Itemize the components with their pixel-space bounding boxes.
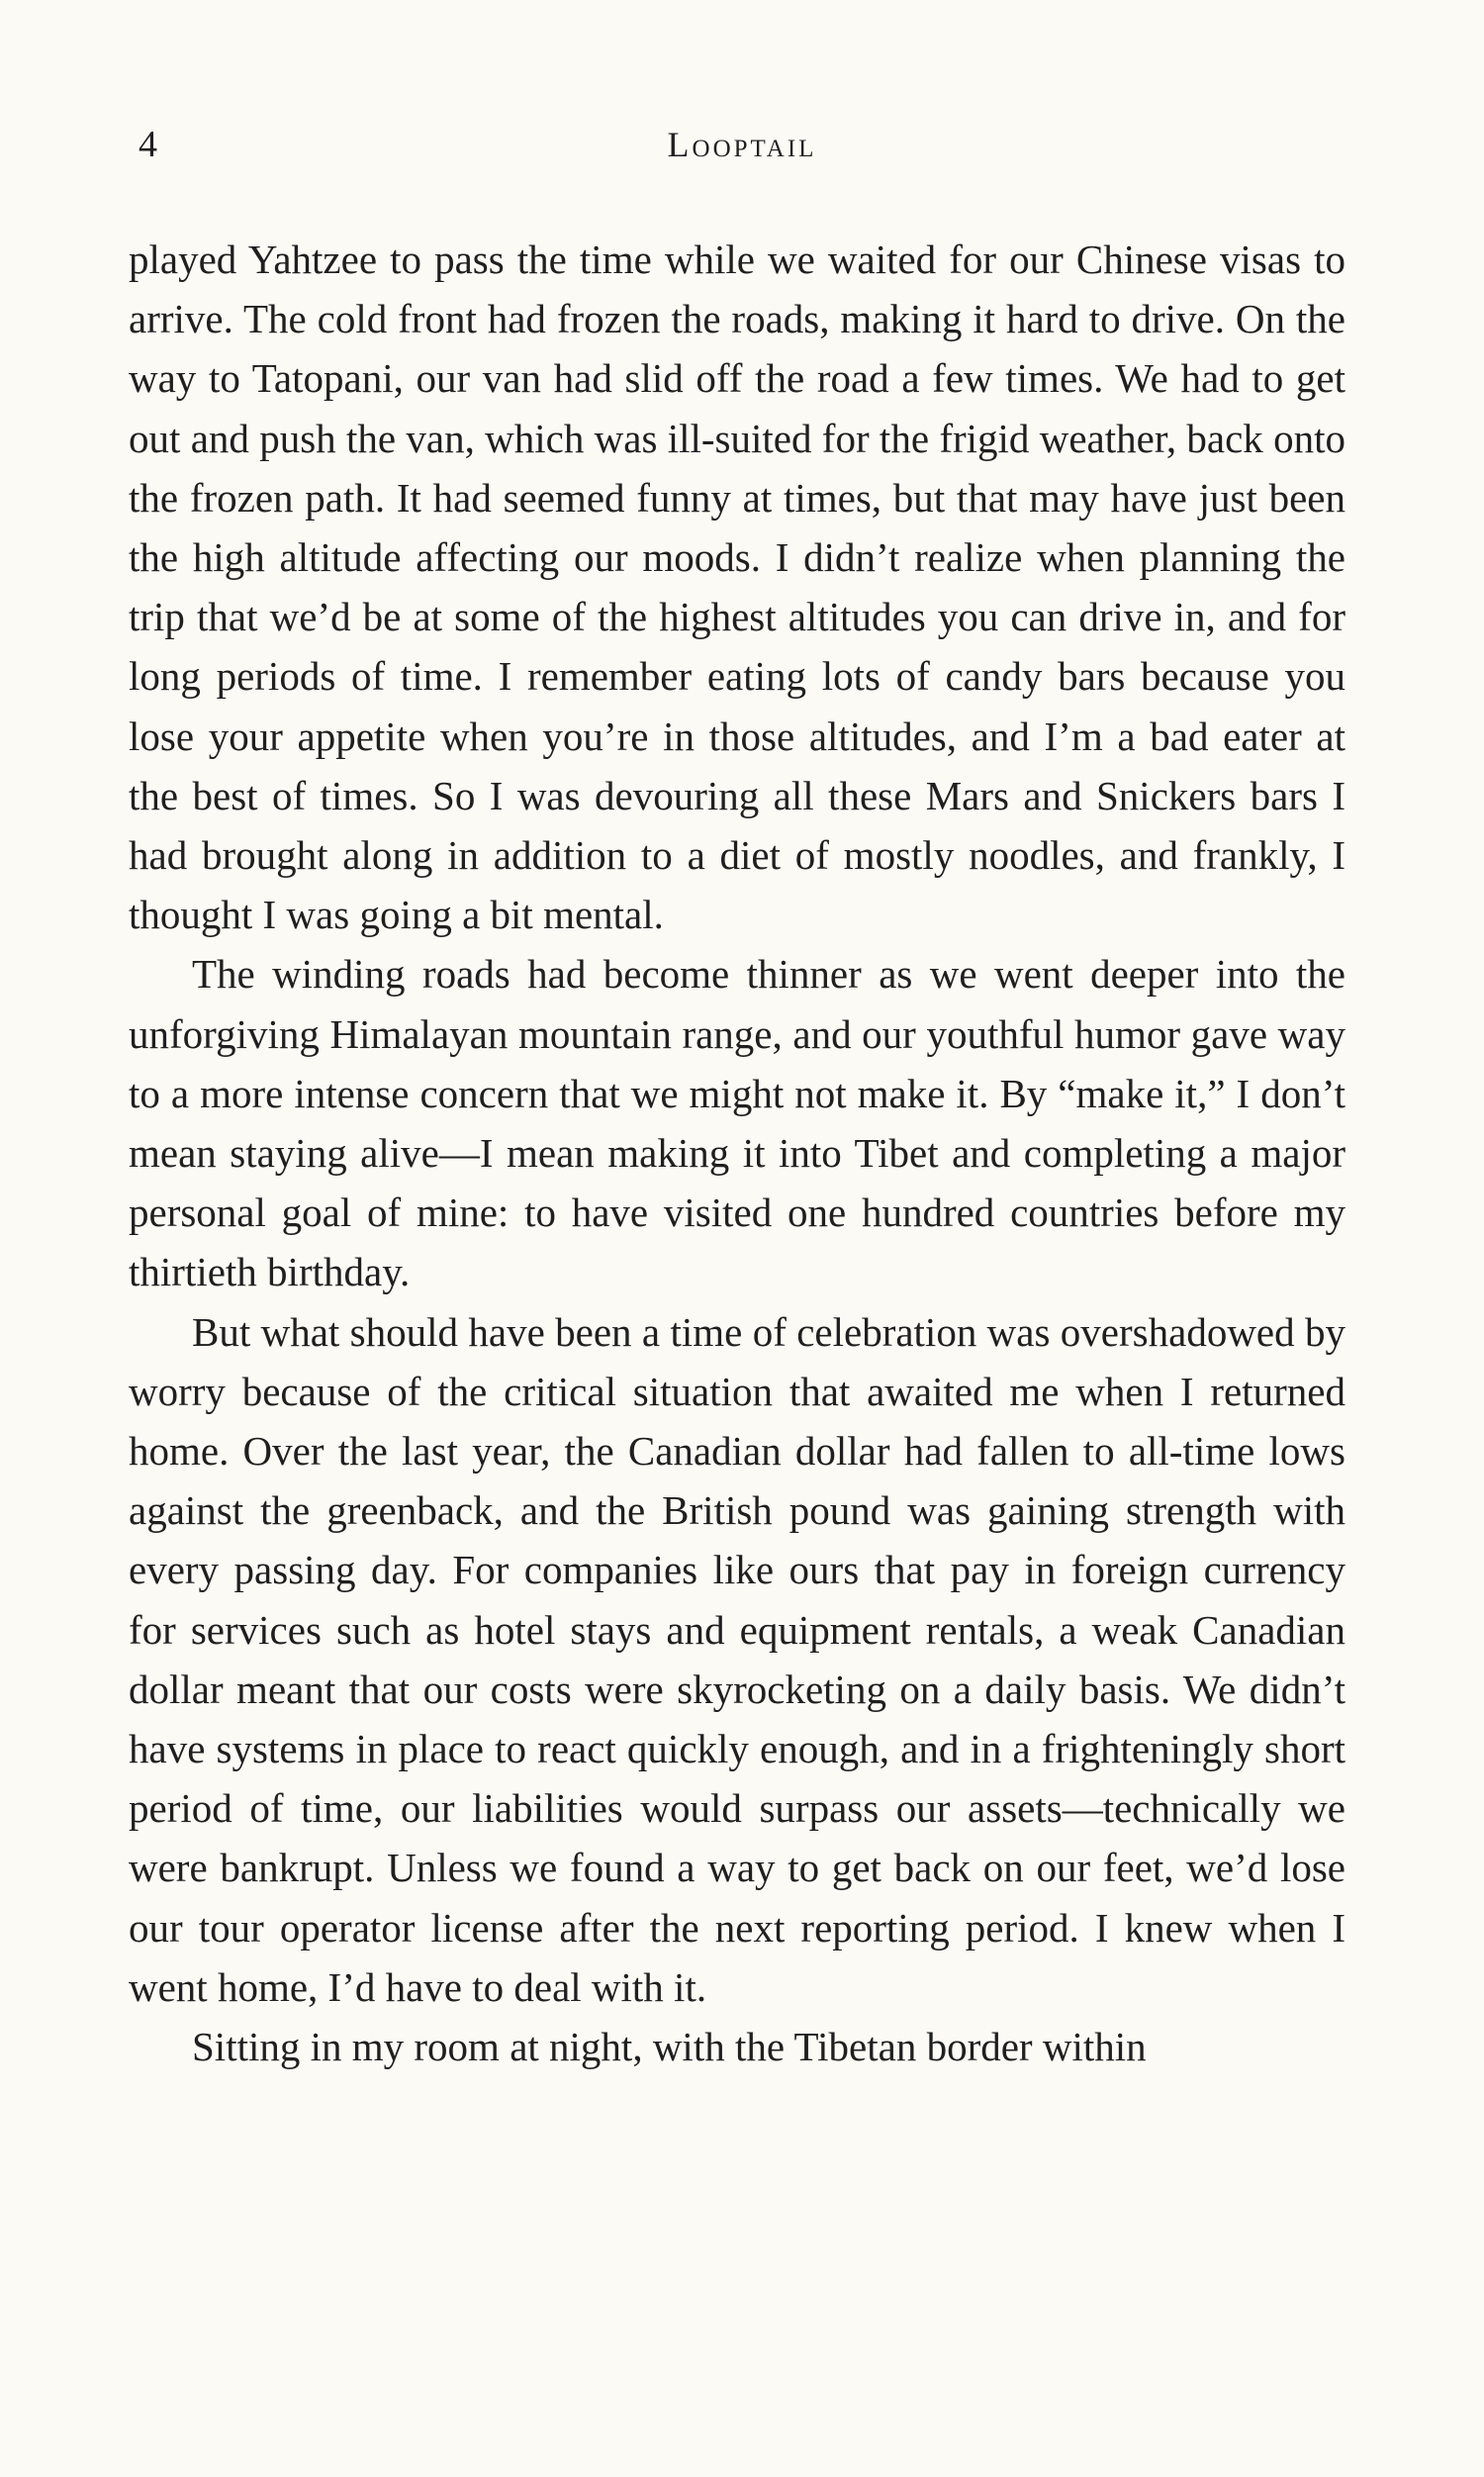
paragraph-4: Sitting in my room at night, with the Tibetan border within — [192, 2024, 1147, 2070]
page-number: 4 — [139, 124, 157, 165]
paragraph-3: But what should have been a time of celebration was overshadowed by worry because of the critical situation that awaited me when I returned home. Over the last year, the Canadian dollar had fallen to all-time lows against the greenback, and the British pound was gaining strength with every passing day. For companies like ours that pay in foreign currency for services such as hotel stays and equipment rentals, a weak Canadian dollar meant that our costs were skyrocketing on a daily basis. We didn’t have systems in place to react quickly enough, and in a frighteningly short period of time, our liabilities would surpass our assets—technically we were bankrupt. Unless we found a way to get back on our feet, we’d lose our tour operator license after the next reporting period. I knew when I went home, I’d have to deal with it. — [129, 1308, 1345, 2010]
paragraph-2: The winding roads had become thinner as we went deeper into the unforgiving Himalayan mountain range, and our youthful humor gave way to a more intense concern that we might not make it. By “make it,” I don’t mean staying alive—I mean making it into Tibet and completing a major personal goal of mine: to have visited one hundred countries before my thirtieth birthday. — [129, 951, 1345, 1295]
paragraph-1: played Yahtzee to pass the time while we waited for our Chinese visas to arrive. The cold front had frozen the roads, making it hard to drive. On the way to Tatopani, our van had slid off the road a few times. We had to get out and push the van, which was ill-suited for the frigid weather, back onto the frozen path. It had seemed funny at times, but that may have just been the high altitude affecting our moods. I didn’t realize when planning the trip that we’d be at some of the highest altitudes you can drive in, and for long periods of time. I remember eating lots of candy bars because you lose your appetite when you’re in those altitudes, and I’m a bad eater at the best of times. So I was devouring all these Mars and Snickers bars I had brought along in addition to a diet of mostly noodles, and frankly, I thought I was going a bit mental. — [129, 237, 1345, 938]
body-text — [129, 230, 1345, 2076]
page-header — [139, 115, 1345, 174]
running-title: Looptail — [667, 125, 817, 164]
